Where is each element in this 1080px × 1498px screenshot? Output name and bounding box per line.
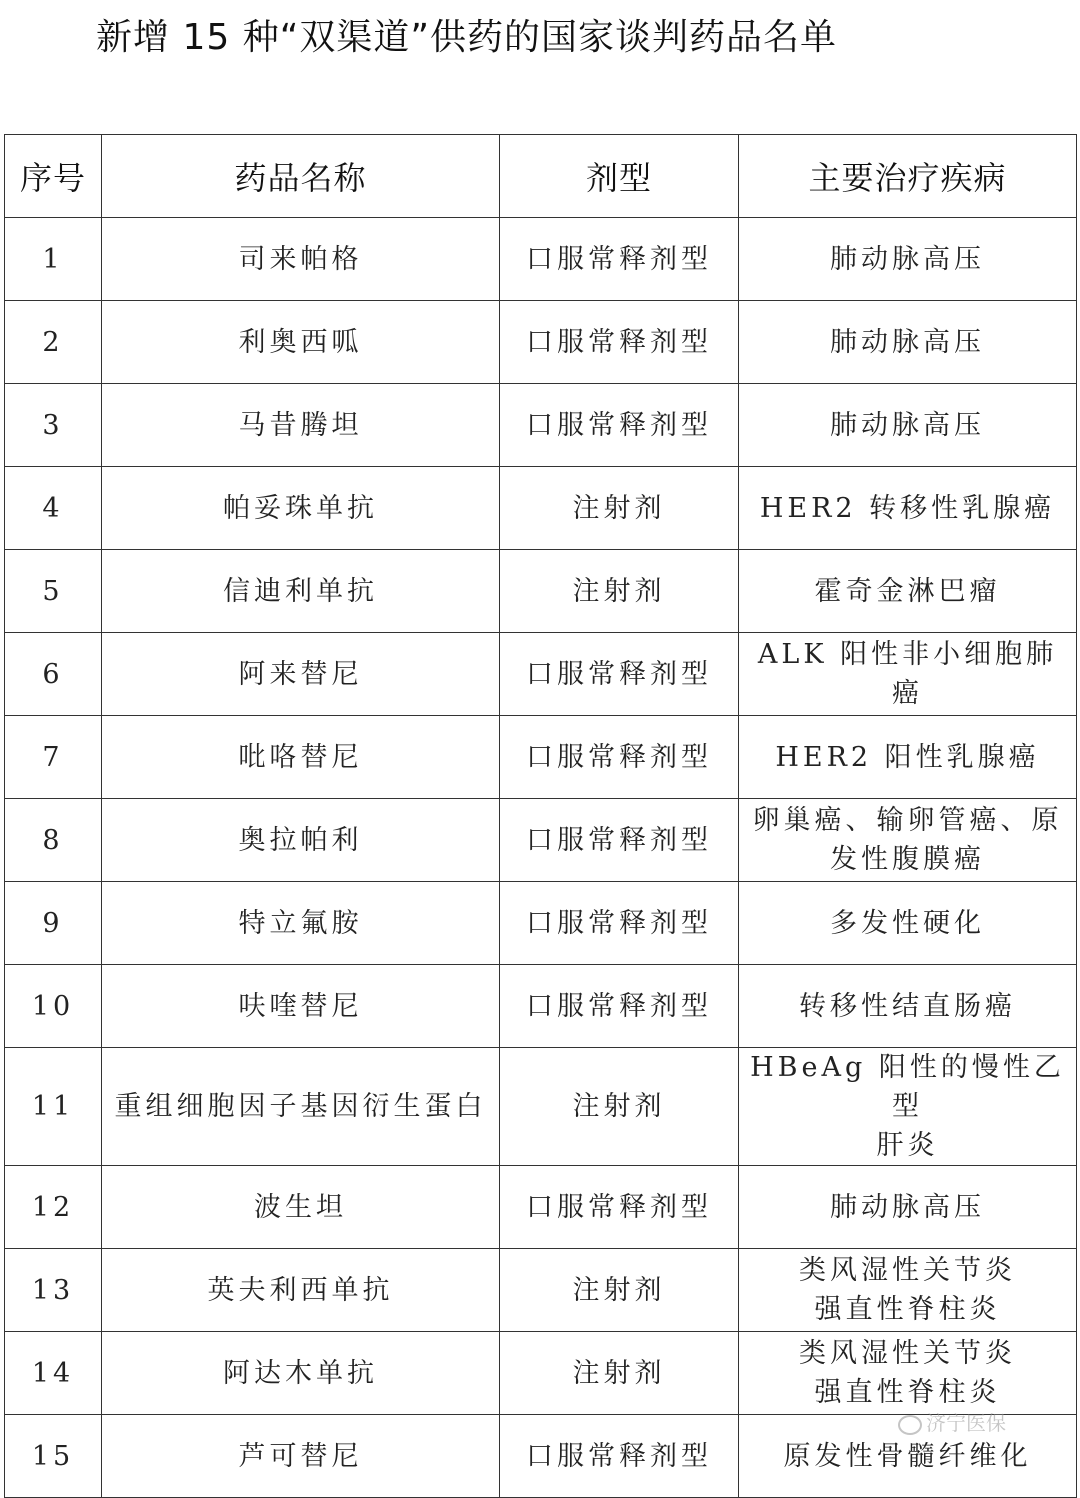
- cell-no: 12: [5, 1166, 102, 1249]
- cell-dosage-form: 口服常释剂型: [500, 799, 739, 882]
- cell-no: 8: [5, 799, 102, 882]
- table-header-row: [5, 135, 1077, 218]
- cell-dosage-form: 口服常释剂型: [500, 716, 739, 799]
- cell-drug-name: 阿来替尼: [102, 633, 500, 716]
- table-row: [5, 1332, 1077, 1415]
- cell-drug-name: 司来帕格: [102, 218, 500, 301]
- disease-line: 霍奇金淋巴瘤: [814, 575, 1001, 607]
- cell-dosage-form: 口服常释剂型: [500, 384, 739, 467]
- table-row: [5, 301, 1077, 384]
- cell-main-disease: [739, 1415, 1077, 1498]
- table-row: [5, 467, 1077, 550]
- cell-drug-name: 英夫利西单抗: [102, 1249, 500, 1332]
- disease-line: 卵巢癌、输卵管癌、原: [752, 805, 1063, 836]
- cell-dosage-form: 口服常释剂型: [500, 1415, 739, 1498]
- disease-line: 强直性脊柱炎: [814, 1377, 1001, 1408]
- header-main-disease: 主要治疗疾病: [739, 135, 1077, 218]
- cell-no: 14: [5, 1332, 102, 1415]
- cell-dosage-form: 口服常释剂型: [500, 965, 739, 1048]
- disease-line: 肺动脉高压: [830, 326, 985, 358]
- cell-no: 7: [5, 716, 102, 799]
- cell-main-disease: [739, 1249, 1077, 1332]
- cell-main-disease: [739, 550, 1077, 633]
- cell-main-disease: [739, 467, 1077, 550]
- cell-no: 13: [5, 1249, 102, 1332]
- table-row: [5, 384, 1077, 467]
- cell-no: 15: [5, 1415, 102, 1498]
- table-row: [5, 1415, 1077, 1498]
- cell-drug-name: 呋喹替尼: [102, 965, 500, 1048]
- cell-dosage-form: 口服常释剂型: [500, 882, 739, 965]
- cell-main-disease: [739, 633, 1077, 716]
- disease-line: 肺动脉高压: [830, 243, 985, 275]
- document-title: 新增 15 种“双渠道”供药的国家谈判药品名单: [96, 17, 837, 58]
- cell-dosage-form: 口服常释剂型: [500, 218, 739, 301]
- disease-line: 强直性脊柱炎: [814, 1294, 1001, 1325]
- cell-drug-name: 信迪利单抗: [102, 550, 500, 633]
- table-row: [5, 218, 1077, 301]
- cell-drug-name: 波生坦: [102, 1166, 500, 1249]
- cell-no: 10: [5, 965, 102, 1048]
- disease-line: HBeAg 阳性的慢性乙型: [750, 1052, 1065, 1122]
- cell-no: 5: [5, 550, 102, 633]
- cell-no: 1: [5, 218, 102, 301]
- header-dosage-form: 剂型: [500, 135, 739, 218]
- cell-dosage-form: 注射剂: [500, 1048, 739, 1166]
- cell-drug-name: 吡咯替尼: [102, 716, 500, 799]
- header-drug-name: 药品名称: [102, 135, 500, 218]
- cell-main-disease: [739, 218, 1077, 301]
- cell-dosage-form: 注射剂: [500, 1332, 739, 1415]
- table-row: [5, 1249, 1077, 1332]
- disease-line: HER2 阳性乳腺癌: [775, 741, 1040, 773]
- disease-line: ALK 阳性非小细胞肺癌: [757, 639, 1058, 709]
- table-row: [5, 550, 1077, 633]
- table-row: [5, 882, 1077, 965]
- cell-main-disease: [739, 1048, 1077, 1166]
- header-no: 序号: [5, 135, 102, 218]
- cell-drug-name: 芦可替尼: [102, 1415, 500, 1498]
- table-row: [5, 716, 1077, 799]
- cell-dosage-form: 口服常释剂型: [500, 633, 739, 716]
- disease-line: 类风湿性关节炎: [799, 1255, 1016, 1286]
- cell-main-disease: [739, 1166, 1077, 1249]
- cell-dosage-form: 注射剂: [500, 550, 739, 633]
- cell-drug-name: 奥拉帕利: [102, 799, 500, 882]
- table-body: [5, 218, 1077, 1498]
- disease-line: 转移性结直肠癌: [799, 990, 1016, 1022]
- cell-main-disease: [739, 384, 1077, 467]
- cell-no: 11: [5, 1048, 102, 1166]
- disease-line: 原发性骨髓纤维化: [783, 1440, 1032, 1472]
- cell-dosage-form: 注射剂: [500, 467, 739, 550]
- cell-dosage-form: 注射剂: [500, 1249, 739, 1332]
- cell-drug-name: 利奥西呱: [102, 301, 500, 384]
- drug-list-table: [4, 134, 1077, 1498]
- disease-line: 发性腹膜癌: [830, 844, 985, 875]
- cell-drug-name: 重组细胞因子基因衍生蛋白: [102, 1048, 500, 1166]
- cell-no: 6: [5, 633, 102, 716]
- cell-drug-name: 特立氟胺: [102, 882, 500, 965]
- cell-main-disease: [739, 799, 1077, 882]
- disease-line: 肺动脉高压: [830, 1191, 985, 1223]
- disease-line: 肺动脉高压: [830, 409, 985, 441]
- cell-no: 9: [5, 882, 102, 965]
- cell-main-disease: [739, 882, 1077, 965]
- disease-line: 多发性硬化: [830, 907, 985, 939]
- disease-line: 肝炎: [876, 1130, 939, 1161]
- cell-no: 3: [5, 384, 102, 467]
- table-row: [5, 965, 1077, 1048]
- cell-no: 2: [5, 301, 102, 384]
- cell-main-disease: [739, 1332, 1077, 1415]
- table-row: [5, 799, 1077, 882]
- cell-dosage-form: 口服常释剂型: [500, 301, 739, 384]
- table-row: [5, 1048, 1077, 1166]
- cell-main-disease: [739, 716, 1077, 799]
- cell-dosage-form: 口服常释剂型: [500, 1166, 739, 1249]
- cell-drug-name: 帕妥珠单抗: [102, 467, 500, 550]
- watermark-text: 济宁医保: [926, 1411, 1006, 1435]
- disease-line: HER2 转移性乳腺癌: [759, 492, 1056, 524]
- table-row: [5, 1166, 1077, 1249]
- cell-drug-name: 阿达木单抗: [102, 1332, 500, 1415]
- cell-main-disease: [739, 301, 1077, 384]
- cell-main-disease: [739, 965, 1077, 1048]
- table-row: [5, 633, 1077, 716]
- cell-drug-name: 马昔腾坦: [102, 384, 500, 467]
- cell-no: 4: [5, 467, 102, 550]
- disease-line: 类风湿性关节炎: [799, 1338, 1016, 1369]
